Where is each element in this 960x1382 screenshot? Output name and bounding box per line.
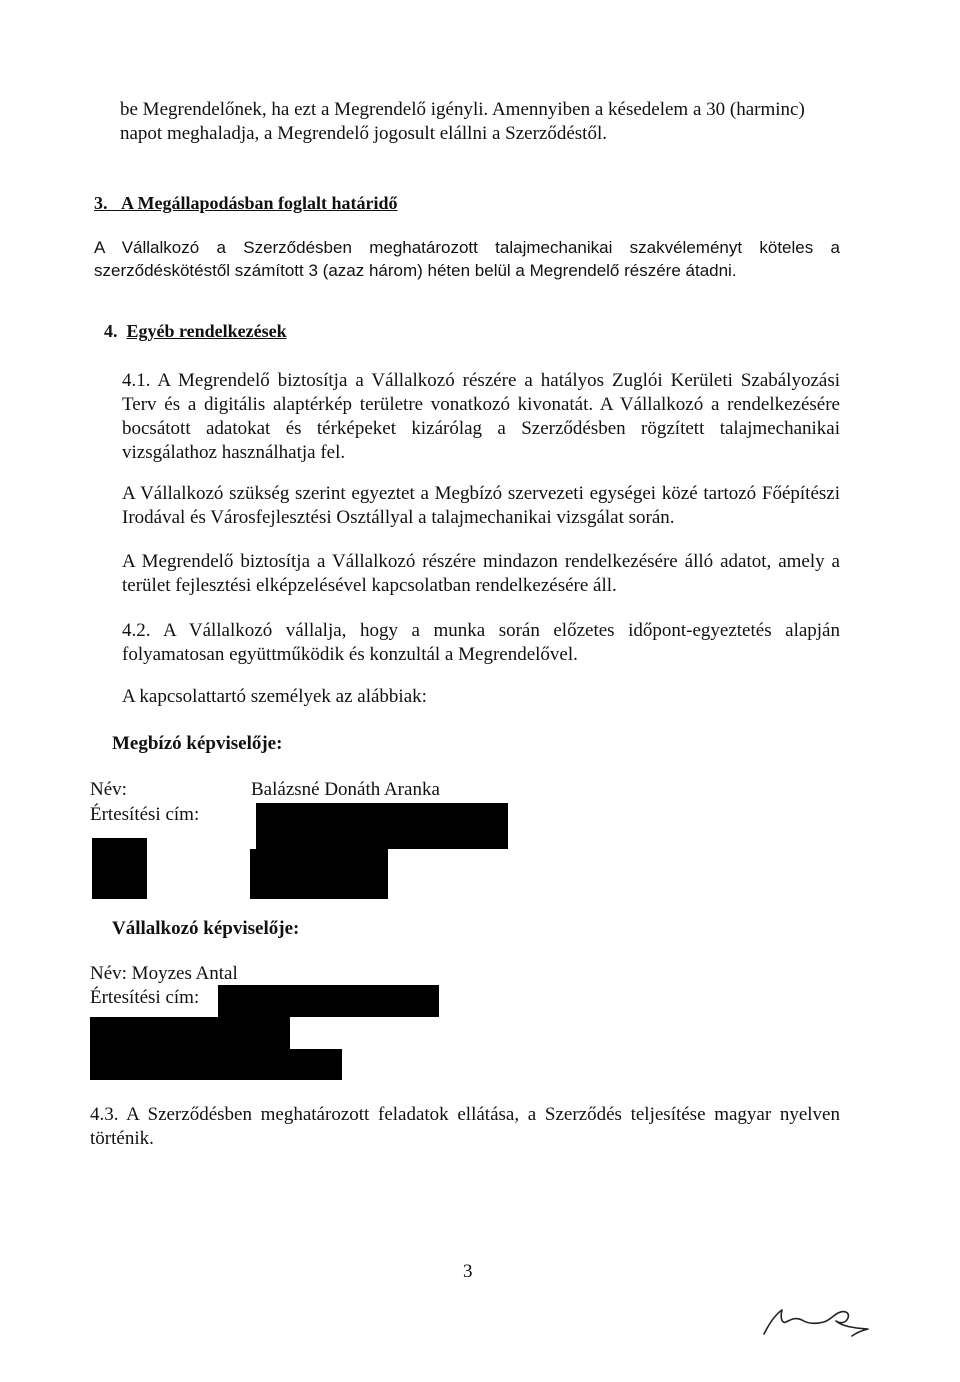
redaction-block — [92, 838, 147, 899]
page-number: 3 — [463, 1261, 473, 1282]
section-4-title: Egyéb rendelkezések — [126, 321, 287, 341]
section-3-heading — [94, 193, 398, 214]
contractor-name-line: Név: Moyzes Antal — [90, 963, 238, 984]
paragraph-4-3: 4.3. A Szerződésben meghatározott feladatok ellátása, a Szerződés teljesítése magyar nyelven történik. — [90, 1104, 840, 1149]
continuation-paragraph — [120, 98, 840, 146]
section-3-number: 3. — [94, 193, 108, 213]
section-4-number: 4. — [104, 321, 118, 341]
contractor-representative-heading: Vállalkozó képviselője: — [112, 918, 300, 939]
paragraph-4-1-coordination: A Vállalkozó szükség szerint egyeztet a Megbízó szervezeti egységei közé tartozó Főépítészi Irodával és Városfejlesztési Osztállyal a talajmechanikai vizsgálat során. — [122, 483, 840, 528]
redaction-block — [250, 849, 388, 899]
redaction-block — [258, 1049, 342, 1080]
section-3-title: A Megállapodásban foglalt határidő — [121, 193, 398, 213]
paragraph-4-1-data: A Megrendelő biztosítja a Vállalkozó részére mindazon rendelkezésére álló adatot, amely a terület fejlesztési elképzelésével kapcsolatban rendelkezésére áll. — [122, 551, 840, 596]
continuation-line-2: napot meghaladja, a Megrendelő jogosult elállni a Szerződéstől. — [120, 123, 607, 144]
client-name-value: Balázsné Donáth Aranka — [251, 779, 440, 800]
client-name-label: Név: — [90, 779, 127, 800]
client-representative-heading: Megbízó képviselője: — [112, 733, 283, 754]
contacts-intro: A kapcsolattartó személyek az alábbiak: — [122, 686, 427, 707]
signature-initials — [760, 1300, 880, 1345]
contractor-address-label: Értesítési cím: — [90, 987, 200, 1008]
paragraph-4-2: 4.2. A Vállalkozó vállalja, hogy a munka során előzetes időpont-egyeztetés alapján folyamatosan együttműködik és konzultál a Megrendelővel. — [122, 620, 840, 665]
section-3-paragraph: A Vállalkozó a Szerződésben meghatározott talajmechanikai szakvéleményt köteles a szerződéskötéstől számított 3 (azaz három) héten belül a Megrendelő részére átadni. — [94, 238, 840, 280]
client-address-label: Értesítési cím: — [90, 804, 200, 825]
redaction-block — [218, 985, 439, 1017]
paragraph-4-1: 4.1. A Megrendelő biztosítja a Vállalkozó részére a hatályos Zuglói Kerületi Szabályozási Terv és a digitális alaptérkép területre vonatkozó kivonatát. A Vállalkozó a rendelkezésére bocsátott adatokat és térképeket kizárólag a Szerződésben rögzített talajmechanikai vizsgálathoz használhatja fel. — [122, 370, 840, 463]
redaction-block — [256, 803, 508, 849]
continuation-line-1: be Megrendelőnek, ha ezt a Megrendelő igényli. Amennyiben a késedelem a 30 (harminc) — [120, 99, 805, 120]
section-4-heading — [104, 321, 287, 342]
